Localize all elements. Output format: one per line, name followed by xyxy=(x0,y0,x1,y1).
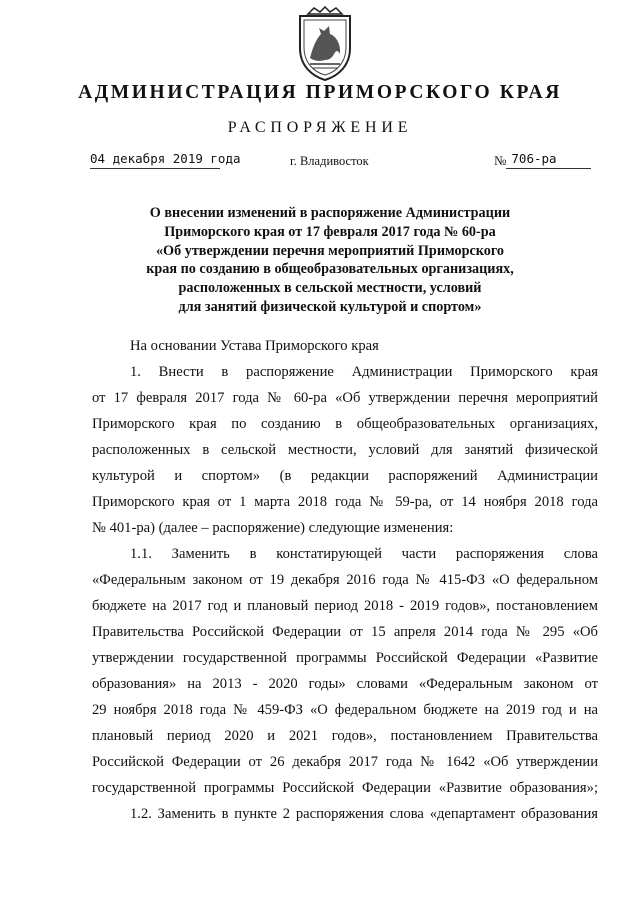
body-line: бюджете на 2017 год и плановый период 2018 - 2019 годов», постановлением xyxy=(92,598,598,614)
title-line: расположенных в сельской местности, условий xyxy=(178,280,482,297)
body-line: расположенных в сельской местности, условий для занятий физической xyxy=(92,442,598,458)
title-line: для занятий физической культурой и спортом» xyxy=(178,298,482,315)
title-line: О внесении изменений в распоряжение Администрации xyxy=(149,205,511,221)
body-line: государственной программы Российской Федерации «Развитие образования»; xyxy=(92,780,598,796)
document-body xyxy=(92,333,598,827)
body-line: 1.2. Заменить в пункте 2 распоряжения слова «департамент образования xyxy=(130,806,598,822)
title-line: «Об утверждении перечня мероприятий Приморского xyxy=(155,242,505,259)
title-line: Приморского края от 17 февраля 2017 года № 60-ра xyxy=(164,223,496,240)
document-number: 706-ра xyxy=(506,151,591,169)
organization-name: АДМИНИСТРАЦИЯ ПРИМОРСКОГО КРАЯ xyxy=(78,82,562,103)
body-line: от 17 февраля 2017 года № 60-ра «Об утверждении перечня мероприятий xyxy=(92,390,598,406)
body-line: плановый период 2020 и 2021 годов», постановлением Правительства xyxy=(92,728,598,744)
document-city: г. Владивосток xyxy=(290,154,369,168)
document-title xyxy=(70,204,590,317)
body-line: утверждении государственной программы Российской Федерации «Развитие xyxy=(92,650,598,666)
body-line: 1. Внести в распоряжение Администрации Приморского края xyxy=(130,364,598,380)
document-date: 04 декабря 2019 года xyxy=(90,151,220,169)
body-line: Правительства Российской Федерации от 15 апреля 2014 года № 295 «Об xyxy=(92,624,598,640)
body-line: образования» на 2013 - 2020 годы» словами «Федеральным законом от xyxy=(92,676,598,692)
body-line: «Федеральным законом от 19 декабря 2016 года № 415-ФЗ «О федеральном xyxy=(92,572,598,588)
number-sign: № xyxy=(494,153,507,168)
body-line: № 401-ра) (далее – распоряжение) следующие изменения: xyxy=(92,520,454,536)
body-line: культурой и спортом» (в редакции распоряжений Администрации xyxy=(92,468,598,484)
primorsky-krai-coat-of-arms-icon xyxy=(294,6,356,82)
body-line: 29 ноября 2018 года № 459-ФЗ «О федеральном бюджете на 2019 год и на xyxy=(92,702,598,718)
title-line: края по созданию в общеобразовательных организациях, xyxy=(146,261,514,278)
body-line: Российской Федерации от 26 декабря 2017 года № 1642 «Об утверждении xyxy=(92,754,598,770)
body-line: Приморского края по созданию в общеобразовательных организациях, xyxy=(92,416,598,432)
body-line: 1.1. Заменить в констатирующей части распоряжения слова xyxy=(130,546,598,562)
body-line: Приморского края от 1 марта 2018 года № 59-ра, от 14 ноября 2018 года xyxy=(92,494,598,510)
document-type: РАСПОРЯЖЕНИЕ xyxy=(227,119,413,136)
body-line: На основании Устава Приморского края xyxy=(130,338,379,354)
document-number-field xyxy=(494,151,591,169)
